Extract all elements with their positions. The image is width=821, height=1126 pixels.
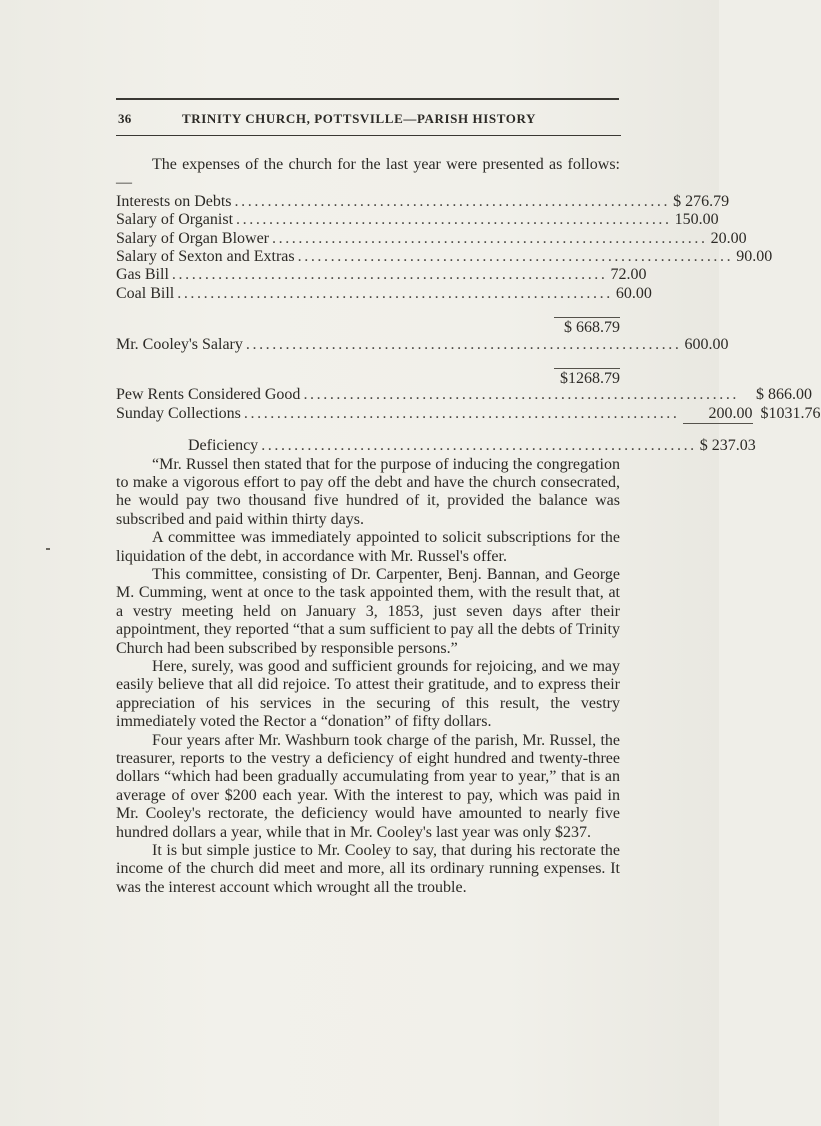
deficiency-label: Deficiency (188, 437, 259, 455)
income-amount: 200.00 (683, 405, 753, 424)
leader-dots: .................................................................. (297, 247, 734, 265)
income-label: Sunday Collections (116, 404, 241, 422)
expense-label: Salary of Organ Blower (116, 229, 269, 247)
paragraph: It is but simple justice to Mr. Cooley to say, that during his rectorate the income of the church did meet and more, all its ordinary running expenses. It was the interest account which wrought all the trouble. (116, 842, 620, 896)
expense-row (116, 229, 747, 248)
expense-row (116, 247, 773, 266)
expense-label: Coal Bill (116, 284, 175, 302)
expense-label: Gas Bill (116, 266, 169, 284)
expense-amount: $ 276.79 (673, 192, 730, 210)
expense-amount: 90.00 (736, 247, 773, 265)
page-number: 36 (118, 111, 132, 126)
income-row (116, 386, 813, 404)
expense-row (116, 266, 647, 284)
running-title: TRINITY CHURCH, POTTSVILLE—PARISH HISTORY (182, 111, 537, 126)
paragraph: “Mr. Russel then stated that for the purpose of inducing the congregation to make a vigorous effort to pay off the debt and have the church consecrated, he would pay two thousand five hundred of it, provided the balance was subscribed and paid within thirty days. (116, 455, 620, 528)
expense-row (116, 211, 719, 229)
income-label: Pew Rents Considered Good (116, 386, 301, 404)
leader-dots: .................................................................. (245, 335, 682, 353)
salary-row (116, 335, 729, 354)
paragraph: This committee, consisting of Dr. Carpenter, Benj. Bannan, and George M. Cumming, went at once to the task appointed them, with the result that, at a vestry meeting held on January 3, 1853, just seven days after their appointment, they reported “that a sum sufficient to pay all the debts of Trinity Church had been subscribed by responsible persons.” (116, 565, 620, 657)
subtotal-row (116, 317, 620, 335)
deficiency-amount: $ 237.03 (699, 437, 756, 455)
leader-dots: .................................................................. (171, 266, 608, 284)
income-row (116, 404, 821, 423)
paragraph: Four years after Mr. Washburn took charge of the parish, Mr. Russel, the treasurer, reports to the vestry a deficiency of eight hundred and twenty-three dollars “which had been gradually accumulating from year to year,” that is an average of over $200 each year. With the interest to pay, which was paid in Mr. Cooley's rectorate, the deficiency would have amounted to nearly five hundred dollars a year, while that in Mr. Cooley's last year was only $237. (116, 731, 620, 841)
expense-amount: 72.00 (610, 266, 647, 284)
salary-amount: 600.00 (684, 335, 729, 353)
expense-list (116, 192, 773, 303)
leader-dots: .................................................................. (243, 404, 680, 422)
deficiency-row (188, 437, 756, 455)
expense-label: Salary of Sexton and Extras (116, 247, 295, 265)
leader-dots: .................................................................. (177, 284, 613, 302)
total-amount: $1268.79 (554, 368, 620, 386)
expense-amount: 20.00 (710, 229, 747, 247)
expense-label: Salary of Organist (116, 211, 234, 229)
expense-row (116, 192, 730, 211)
income-sum: $1031.76 (760, 404, 821, 422)
expense-label: Interests on Debts (116, 192, 232, 210)
paper-speck (46, 548, 50, 550)
expense-amount: 150.00 (674, 211, 719, 229)
intro-paragraph: The expenses of the church for the last year were presented as follows:— (116, 156, 620, 192)
income-amount: $ 866.00 (756, 386, 813, 404)
total-row (116, 368, 620, 386)
leader-dots: .................................................................. (261, 437, 697, 455)
salary-label: Mr. Cooley's Salary (116, 335, 243, 353)
leader-dots: .................................................................. (272, 229, 708, 247)
subtotal-amount: $ 668.79 (554, 317, 620, 335)
leader-dots: .................................................................. (234, 192, 671, 210)
header-rule (116, 135, 621, 136)
paragraph: Here, surely, was good and sufficient grounds for rejoicing, and we may easily believe that all did rejoice. To attest their gratitude, and to express their appreciation of his services in the securing of this result, the vestry immediately voted the Rector a “donation” of fifty dollars. (116, 657, 620, 731)
top-rule (116, 98, 619, 100)
expense-amount: 60.00 (615, 284, 652, 302)
leader-dots: .................................................................. (303, 386, 740, 404)
expense-row (116, 284, 652, 303)
leader-dots: .................................................................. (236, 211, 672, 229)
page-body (116, 156, 821, 897)
paragraph: A committee was immediately appointed to solicit subscriptions for the liquidation of the debt, in accordance with Mr. Russel's offer. (116, 529, 620, 565)
